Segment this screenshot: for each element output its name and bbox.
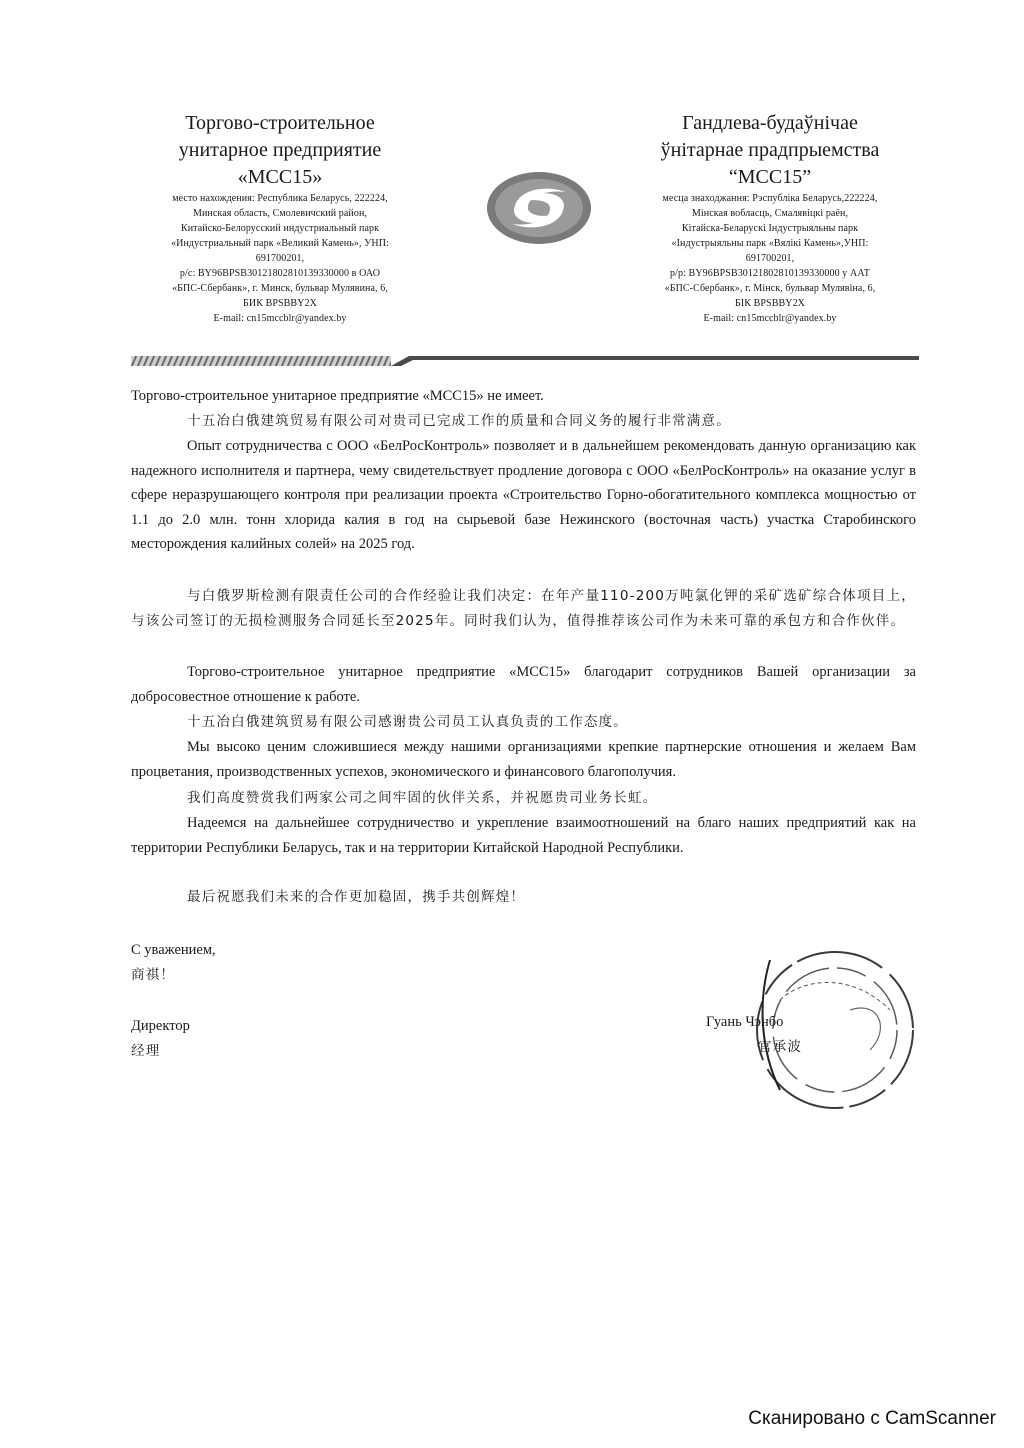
company-name-ru-line1: Торгово-строительное — [185, 112, 375, 134]
email: E-mail: cn15mccblr@yandex.by — [213, 313, 347, 324]
paragraph-zh-2: 与白俄罗斯检测有限责任公司的合作经验让我们决定：在年产量110-200万吨氯化钾的采矿选矿综合体项目上，与该公司签订的无损检测服务合同延长至2025年。同时我们认为，值得推荐该公司作为未来可靠的承包方和合作伙伴。 — [131, 588, 916, 629]
company-name-ru-line2: унитарное предприятие — [178, 139, 382, 161]
paragraph-zh-1: 十五冶白俄建筑贸易有限公司对贵司已完成工作的质量和合同义务的履行非常满意。 — [187, 413, 731, 429]
position-zh: 经理 — [131, 1043, 161, 1059]
address-line: «Індустрыяльны парк «Вялікі Камень»,УНП: — [671, 238, 869, 249]
position-ru: Директор — [131, 1018, 190, 1034]
address-line: Мінская вобласць, Смалявіцкі раён, — [691, 208, 849, 219]
paragraph-thanks: Торгово-строительное унитарное предприятие «МСС15» благодарит сотрудников Вашей организации за добросовестное отношение к работе. — [131, 664, 916, 705]
signer-name — [706, 1010, 802, 1060]
signer-ru: Гуань Чэнбо — [706, 1014, 784, 1030]
address-line: Кітайска-Беларускі Індустрыяльны парк — [681, 223, 859, 234]
bank-account: р/с: BY96BPSB30121802810139330000 в ОАО — [179, 268, 381, 279]
paragraph-zh-4: 我们高度赞赏我们两家公司之间牢固的伙伴关系，并祝愿贵司业务长虹。 — [187, 790, 658, 806]
paragraph-intro: Торгово-строительное унитарное предприятие «МСС15» не имеет. — [131, 388, 544, 404]
unp-number: 691700201, — [255, 253, 305, 264]
company-logo-icon — [484, 168, 594, 248]
paragraph-hope: Надеемся на дальнейшее сотрудничество и укрепление взаимоотношений на благо наших предприятий как на территории Республики Беларусь, так и на территории Китайской Народной Республики. — [131, 815, 916, 856]
address-line: Китайско-Белорусский индустриальный парк — [180, 223, 380, 234]
address-line: Минская область, Смолевичский район, — [192, 208, 368, 219]
address-line: месца знаходжання: Рэспубліка Беларусь,222224, — [662, 193, 878, 204]
bank-bic: БИК BPSBBY2X — [243, 298, 317, 309]
company-name-ru-line3: «МСС15» — [237, 166, 323, 188]
regards-ru: С уважением, — [131, 942, 216, 958]
unp-number: 691700201, — [745, 253, 795, 264]
scanner-watermark: Сканировано с CamScanner — [748, 1408, 996, 1429]
email: E-mail: cn15mccblr@yandex.by — [703, 313, 837, 324]
signer-position — [131, 1014, 190, 1064]
paragraph-wishes: Мы высоко ценим сложившиеся между нашими организациями крепкие партнерские отношения и желаем Вам процветания, производственных успехов, экономического и финансового благополучия. — [131, 739, 916, 780]
bank-name: «БПС-Сбербанк», г. Мінск, бульвар Мулявіна, 6, — [664, 283, 876, 294]
letterhead-right — [610, 110, 930, 326]
address-line: место нахождения: Республика Беларусь, 222224, — [172, 193, 388, 204]
signer-zh: 官承波 — [758, 1039, 803, 1055]
paragraph-zh-5: 最后祝愿我们未来的合作更加稳固，携手共创辉煌！ — [187, 889, 526, 905]
closing-regards — [131, 938, 216, 988]
letterhead-divider — [131, 354, 919, 368]
bank-account: р/р: BY96BPSB30121802810139330000 у ААТ — [670, 268, 870, 279]
company-name-be-line1: Гандлева-будаўнічае — [682, 112, 858, 134]
company-name-be-line2: ўнітарнае прадпрыемства — [660, 139, 880, 161]
paragraph-cooperation: Опыт сотрудничества с ООО «БелРосКонтроль» позволяет и в дальнейшем рекомендовать данную организацию как надежного исполнителя и партнера, чему свидетельствует продление договора с ООО «БелРосКонтроль» на оказание услуг в сфере неразрушающего контроля при реализации проекта «Строительство Горно-обогатительного комплекса мощностью от 1.1 до 2.0 млн. тонн хлорида калия в год на сырьевой базе Нежинского (восточная часть) участка Старобинского месторождения калийных солей» на 2025 год. — [131, 438, 916, 552]
paragraph-zh-3: 十五冶白俄建筑贸易有限公司感谢贵公司员工认真负责的工作态度。 — [187, 714, 628, 730]
regards-zh: 商祺！ — [131, 967, 176, 983]
company-name-be-line3: “МСС15” — [728, 166, 812, 188]
address-line: «Индустриальный парк «Великий Камень», УНП: — [171, 238, 389, 249]
bank-name: «БПС-Сбербанк», г. Минск, бульвар Мулявина, 6, — [172, 283, 388, 294]
bank-bic: БІК BPSBBY2X — [734, 298, 806, 309]
letterhead-left — [120, 110, 440, 326]
